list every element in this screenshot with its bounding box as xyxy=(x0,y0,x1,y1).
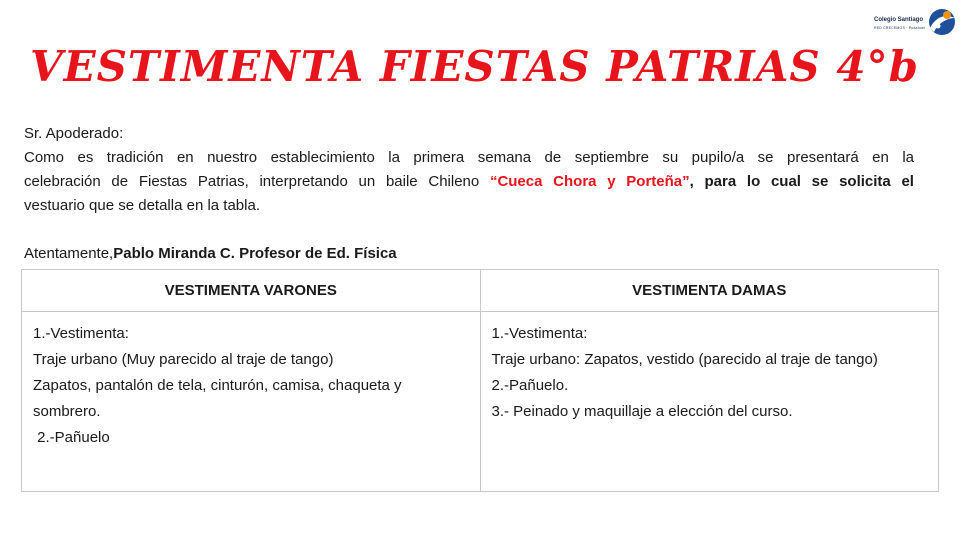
greeting: Sr. Apoderado: xyxy=(24,125,124,142)
damas-item: 1.-Vestimenta: xyxy=(491,325,588,342)
teacher-name: Pablo Miranda C. Profesor de Ed. Física xyxy=(113,245,397,262)
clothing-table xyxy=(21,269,939,492)
cell-varones xyxy=(22,312,481,492)
letter-line-1: Como es tradición en nuestro establecimiento la primera semana de septiembre su pupilo/a se presentará en la xyxy=(24,149,914,166)
logo-swirl-icon xyxy=(924,6,956,38)
cell-damas xyxy=(480,312,939,492)
signature: Atentamente,Pablo Miranda C. Profesor de Ed. Física xyxy=(24,245,397,262)
damas-item: Traje urbano: Zapatos, vestido (parecido al traje de tango) xyxy=(491,351,878,368)
letter-line-2: celebración de Fiestas Patrias, interpretando un baile Chileno “Cueca Chora y Porteña”, para lo cual se solicita el xyxy=(24,173,914,190)
dance-name: “Cueca Chora y Porteña” xyxy=(489,173,690,190)
header-varones: VESTIMENTA VARONES xyxy=(22,270,481,312)
logo-tagline: RED CRECEMOS · Pudahuel xyxy=(874,26,926,30)
letter-line-3: vestuario que se detalla en la tabla. xyxy=(24,197,260,214)
varones-item: Zapatos, pantalón de tela, cinturón, camisa, chaqueta y sombrero. xyxy=(33,377,402,420)
logo-school-name: Colegio Santiago xyxy=(874,17,924,23)
page-title: VESTIMENTA FIESTAS PATRIAS 4°b xyxy=(30,42,919,91)
damas-item: 2.-Pañuelo. xyxy=(491,377,569,394)
varones-item: 2.-Pañuelo xyxy=(33,429,110,446)
damas-item: 3.- Peinado y maquillaje a elección del curso. xyxy=(491,403,793,420)
varones-item: Traje urbano (Muy parecido al traje de tango) xyxy=(33,351,334,368)
letter-body xyxy=(24,122,914,266)
varones-item: 1.-Vestimenta: xyxy=(33,325,129,342)
header-damas: VESTIMENTA DAMAS xyxy=(480,270,939,312)
school-logo xyxy=(868,6,956,40)
